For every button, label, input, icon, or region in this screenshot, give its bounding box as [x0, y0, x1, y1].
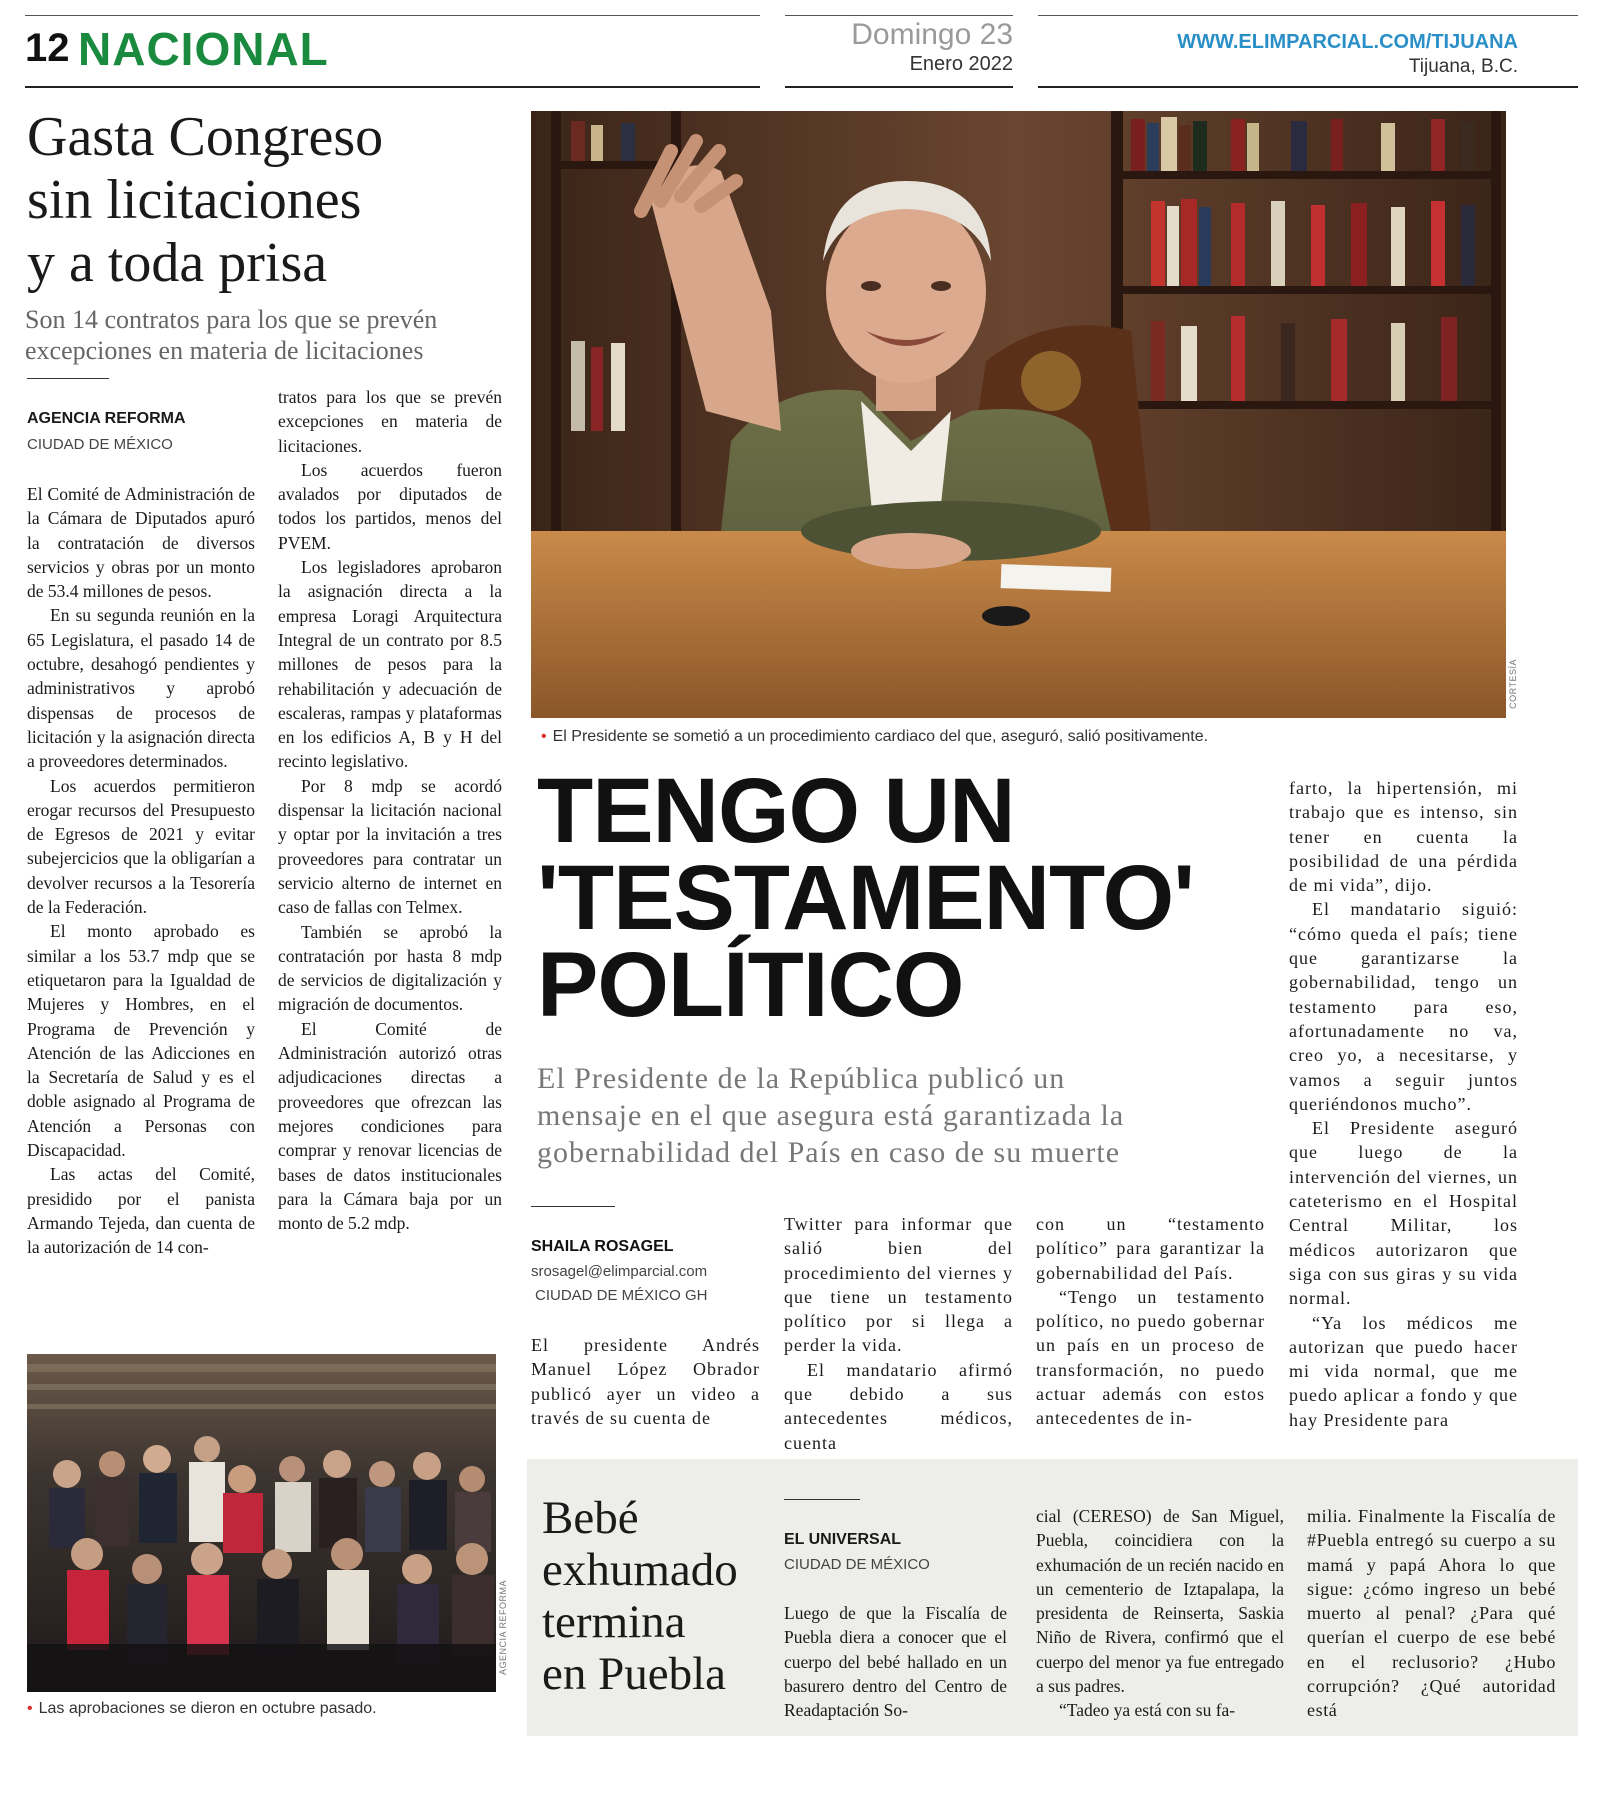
- bebe-agency: EL UNIVERSAL: [784, 1531, 902, 1548]
- paragraph: Los legisladores aprobaron la asignación directa a la empresa Loragi Arquitectura Integral de un contrato por 8.5 millones de pesos para la rehabilitación y adecuación de escaleras, rampas y plataformas en los edificios A, B y H del recinto legislativo.: [278, 557, 502, 772]
- chamber-photo: [27, 1354, 496, 1692]
- main-headline: [537, 760, 1195, 1036]
- bebe-headline-line: exhumado: [542, 1544, 738, 1596]
- bebe-headline: [542, 1492, 738, 1700]
- congreso-column-1: [27, 482, 255, 1260]
- paragraph: Los acuerdos permitieron erogar recursos del Presupuesto de Egresos de 2021 y evitar subejercicios que la obligarían a devolver recursos a la Tesorería de la Federación.: [27, 775, 255, 918]
- bebe-headline-line: termina: [542, 1596, 686, 1648]
- section-title: NACIONAL: [78, 23, 329, 75]
- paragraph: El mandatario siguió: “cómo queda el país; tiene que garantizarse la gobernabilidad, tengo un testamento para eso, afortunadamente no va, creo yo, a necesitarse, y vamos a seguir juntos queriéndonos mucho”.: [1289, 899, 1518, 1114]
- header-url[interactable]: WWW.ELIMPARCIAL.COM/TIJUANA: [1177, 31, 1518, 53]
- congreso-deck-line: excepciones en materia de licitaciones: [25, 336, 424, 365]
- paragraph: con un “testamento político” para garantizar la gobernabilidad del País.: [1036, 1214, 1265, 1283]
- main-column-1: [531, 1333, 760, 1430]
- bebe-column-3: [1307, 1504, 1556, 1723]
- chamber-photo-image: [27, 1354, 496, 1692]
- paragraph: Luego de que la Fiscalía de Puebla diera a conocer que el cuerpo del bebé hallado en un basurero dentro del Centro de Readaptación So-: [784, 1603, 1007, 1721]
- caption-bullet: •: [541, 728, 547, 745]
- main-deck-line: El Presidente de la República publicó un: [537, 1062, 1066, 1095]
- chamber-photo-caption: [27, 1700, 377, 1718]
- header-top-rule: [1038, 15, 1578, 16]
- paragraph: milia. Finalmente la Fiscalía de #Puebla entregó su cuerpo a su mamá y papá Ahora lo que sigue: ¿cómo ingreso un bebé muerto al penal? ¿Para qué querían el cuerpo de ese bebé en el reclusorio? ¿Hubo corrupción? ¿Qué autoridad está: [1307, 1506, 1556, 1721]
- main-divider: [531, 1206, 615, 1207]
- main-email[interactable]: srosagel@elimparcial.com: [531, 1263, 708, 1280]
- bebe-headline-line: Bebé: [542, 1492, 639, 1544]
- paragraph: En su segunda reunión en la 65 Legislatura, el pasado 14 de octubre, desahogó pendientes y administrativos y aprobó dispensas de procesos de licitación y la asignación directa a proveedores determinados.: [27, 605, 255, 772]
- main-column-2: [784, 1212, 1013, 1455]
- congreso-place: CIUDAD DE MÉXICO: [27, 436, 173, 453]
- main-headline-line: TENGO UN: [537, 760, 1015, 862]
- main-column-4: [1289, 776, 1518, 1432]
- congreso-headline: [27, 106, 383, 295]
- main-place: CIUDAD DE MÉXICO GH: [535, 1287, 708, 1304]
- paragraph: El monto aprobado es similar a los 53.7 mdp que se etiquetaron para la Igualdad de Mujeres y Hombres, en el Programa de Prevención y Atención de las Adicciones en la Secretaría de Salud y es el doble asignado al Programa de Atención a Personas con Discapacidad.: [27, 921, 255, 1161]
- congreso-deck: [25, 304, 437, 366]
- header-date: Enero 2022: [909, 53, 1013, 75]
- president-photo: [531, 111, 1506, 718]
- congreso-headline-line: sin licitaciones: [27, 169, 362, 231]
- header-top-rule: [785, 15, 1013, 16]
- main-headline-line: POLÍTICO: [537, 934, 964, 1036]
- congreso-column-2: [278, 385, 502, 1235]
- paragraph: El Presidente aseguró que luego de la intervención del viernes, un cateterismo en el Hospital Central Militar, los médicos autorizaron que siga con sus giras y su vida normal.: [1289, 1118, 1518, 1309]
- congreso-deck-line: Son 14 contratos para los que se prevén: [25, 305, 438, 334]
- header-top-rule: [25, 15, 760, 16]
- paragraph: “Tadeo ya está con su fa-: [1059, 1700, 1236, 1721]
- header-day: Domingo 23: [851, 18, 1013, 51]
- president-photo-image: [531, 111, 1506, 718]
- paragraph: También se aprobó la contratación por hasta 8 mdp de servicios de digitalización y migración de documentos.: [278, 921, 502, 1015]
- paragraph: El Comité de Administración de la Cámara de Diputados apuró la contratación de diversos servicios y obras por un monto de 53.4 millones de pesos.: [27, 484, 255, 602]
- page-number: 12: [25, 26, 70, 70]
- congreso-headline-line: y a toda prisa: [27, 232, 328, 294]
- bebe-divider: [784, 1499, 860, 1500]
- paragraph: Por 8 mdp se acordó dispensar la licitación nacional y optar por la invitación a tres proveedores para contratar un servicio alterno de internet en caso de fallas con Telmex.: [278, 775, 502, 918]
- congreso-divider: [27, 378, 109, 379]
- paragraph: Twitter para informar que salió bien del procedimiento del viernes y que tiene un testamento político por si llega a perder la vida.: [784, 1214, 1013, 1356]
- main-byline: SHAILA ROSAGEL: [531, 1238, 674, 1255]
- bebe-place: CIUDAD DE MÉXICO: [784, 1556, 930, 1573]
- header-bottom-rule: [785, 86, 1013, 88]
- main-deck: [537, 1060, 1124, 1171]
- main-deck-line: gobernabilidad del País en caso de su muerte: [537, 1136, 1121, 1169]
- caption-bullet: •: [27, 1700, 33, 1717]
- paragraph: tratos para los que se prevén excepciones en materia de licitaciones.: [278, 387, 502, 456]
- main-deck-line: mensaje en el que asegura está garantizada la: [537, 1099, 1125, 1132]
- header-bottom-rule: [25, 86, 760, 88]
- congreso-agency: AGENCIA REFORMA: [27, 410, 186, 427]
- president-photo-credit: CORTESÍA: [1508, 659, 1518, 709]
- paragraph: farto, la hipertensión, mi trabajo que es intenso, sin tener en cuenta la posibilidad de una pérdida de mi vida”, dijo.: [1289, 778, 1518, 896]
- paragraph: El presidente Andrés Manuel López Obrador publicó ayer un video a través de su cuenta de: [531, 1335, 760, 1428]
- paragraph: El Comité de Administración autorizó otras adjudicaciones directas a proveedores que ofrezcan las mejores condiciones para comprar y renovar licencias de bases de datos institucionales para la Cámara baja por un monto de 5.2 mdp.: [278, 1018, 502, 1234]
- bebe-column-2: [1036, 1504, 1284, 1723]
- bebe-headline-line: en Puebla: [542, 1648, 727, 1700]
- president-photo-caption: [541, 728, 1208, 746]
- paragraph: El mandatario afirmó que debido a sus antecedentes médicos, cuenta: [784, 1359, 1013, 1453]
- congreso-headline-line: Gasta Congreso: [27, 106, 384, 168]
- paragraph: “Tengo un testamento político, no puedo gobernar un país en un proceso de transformación, no puedo actuar además con estos antecedentes de in-: [1036, 1286, 1265, 1429]
- paragraph: “Ya los médicos me autorizan que puedo hacer mi vida normal, que me puedo aplicar a fondo y que hay Presidente para: [1289, 1312, 1518, 1430]
- bebe-column-1: [784, 1601, 1007, 1722]
- header-bottom-rule: [1038, 86, 1578, 88]
- paragraph: Los acuerdos fueron avalados por diputados de todos los partidos, menos del PVEM.: [278, 459, 502, 553]
- caption-text: Las aprobaciones se dieron en octubre pasado.: [38, 1700, 377, 1717]
- paragraph: cial (CERESO) de San Miguel, Puebla, coincidiera con la exhumación de un recién nacido en un cementerio de Iztapalapa, la presidenta de Reinserta, Saskia Niño de Rivera, confirmó que el cuerpo del menor ya fue entregado a sus padres.: [1036, 1506, 1284, 1697]
- caption-text: El Presidente se sometió a un procedimiento cardiaco del que, aseguró, salió positivamente.: [552, 728, 1209, 745]
- main-headline-line: 'TESTAMENTO': [537, 847, 1195, 949]
- chamber-photo-credit: AGENCIA REFORMA: [498, 1580, 508, 1676]
- header-city: Tijuana, B.C.: [1408, 56, 1518, 77]
- paragraph: Las actas del Comité, presidido por el panista Armando Tejeda, dan cuenta de la autorización de 14 con-: [27, 1164, 255, 1258]
- main-column-3: [1036, 1212, 1265, 1431]
